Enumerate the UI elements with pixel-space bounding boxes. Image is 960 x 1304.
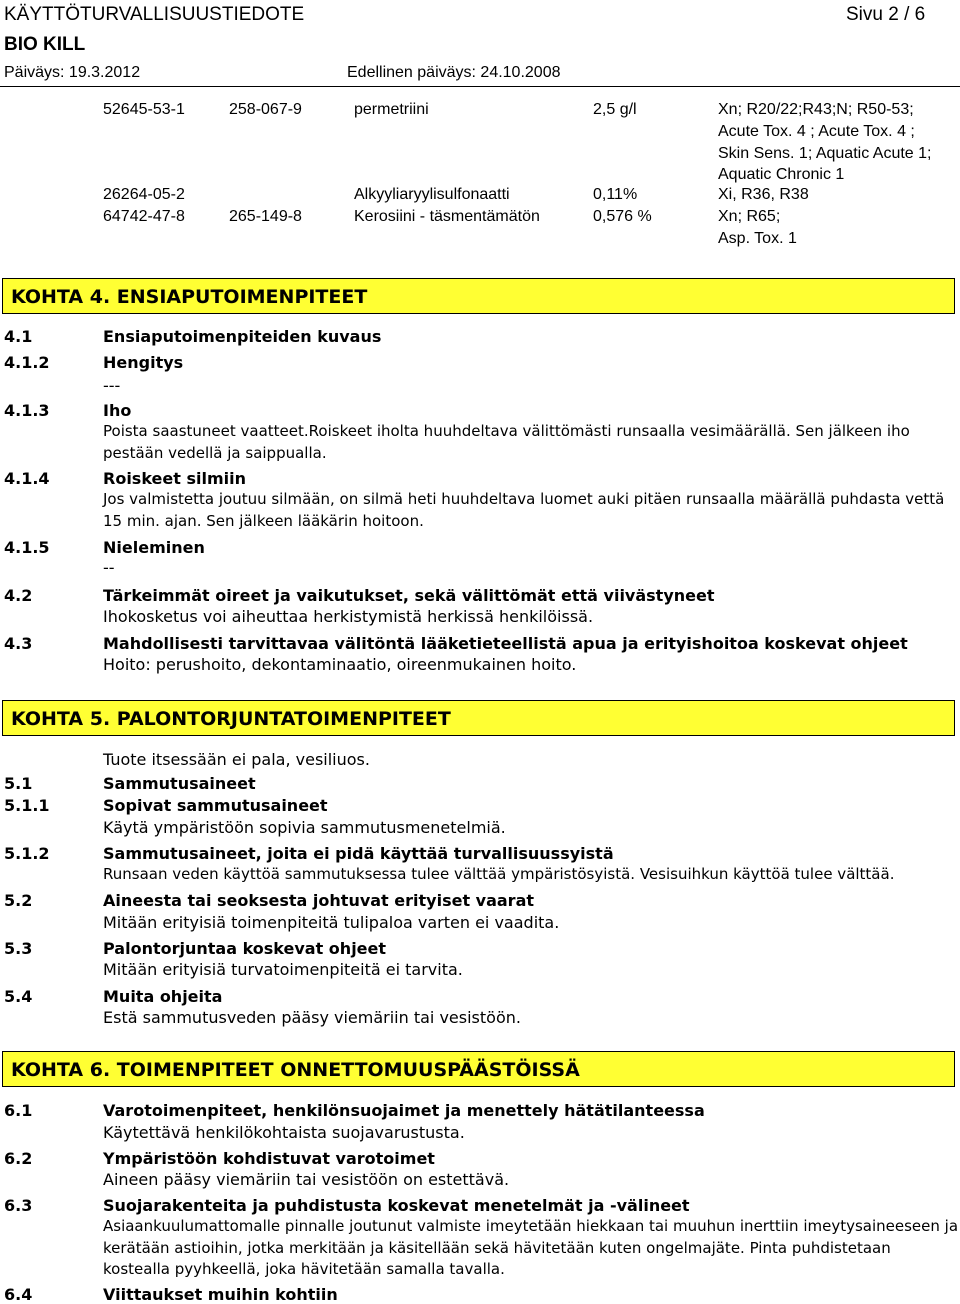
document-title: KÄYTTÖTURVALLISUUSTIEDOTE xyxy=(4,4,305,25)
page-number: Sivu 2 / 6 xyxy=(846,4,926,25)
subsection-number: 6.4 xyxy=(4,1285,33,1304)
subsection-heading: Mahdollisesti tarvittavaa välitöntä lääketieteellistä apua ja erityishoitoa koskevat ohjeet xyxy=(103,634,908,653)
subsection-text: Aineen pääsy viemäriin tai vesistöön on estettävä. xyxy=(103,1170,510,1189)
subsection-number: 5.3 xyxy=(4,939,33,958)
classification-line: Skin Sens. 1; Aquatic Acute 1; xyxy=(718,145,932,162)
ec-number: 265-149-8 xyxy=(229,208,302,225)
subsection-heading: Tärkeimmät oireet ja vaikutukset, sekä välittömät että viivästyneet xyxy=(103,586,715,605)
cas-number: 52645-53-1 xyxy=(103,101,185,118)
header-divider xyxy=(0,86,960,87)
subsection-heading: Roiskeet silmiin xyxy=(103,469,246,488)
subsection-number: 4.2 xyxy=(4,586,33,605)
section-6-title: KOHTA 6. TOIMENPITEET ONNETTOMUUSPÄÄSTÖISSÄ xyxy=(11,1059,580,1081)
subsection-text: Käytettävä henkilökohtaista suojavarustusta. xyxy=(103,1123,465,1142)
subsection-heading: Suojarakenteita ja puhdistusta koskevat menetelmät ja -välineet xyxy=(103,1196,690,1215)
subsection-number: 5.1 xyxy=(4,774,33,793)
ingredient-name: permetriini xyxy=(354,101,429,118)
subsection-text: Ihokosketus voi aiheuttaa herkistymistä herkissä henkilöissä. xyxy=(103,607,594,626)
ingredient-name: Kerosiini - täsmentämätön xyxy=(354,208,540,225)
subsection-text: Mitään erityisiä turvatoimenpiteitä ei tarvita. xyxy=(103,960,463,979)
subsection-text: pestään vedellä ja saippualla. xyxy=(103,444,327,462)
classification-line: Acute Tox. 4 ; Acute Tox. 4 ; xyxy=(718,123,915,140)
subsection-number: 4.1 xyxy=(4,327,33,346)
concentration: 0,576 % xyxy=(593,208,652,225)
classification-line: Aquatic Chronic 1 xyxy=(718,166,845,183)
previous-issue-date: Edellinen päiväys: 24.10.2008 xyxy=(347,64,561,81)
subsection-text: Jos valmistetta joutuu silmään, on silmä heti huuhdeltava luomet auki pitäen runsaalla määrällä puhdasta vettä xyxy=(103,490,945,508)
classification-line: Asp. Tox. 1 xyxy=(718,230,797,247)
subsection-number: 6.3 xyxy=(4,1196,33,1215)
subsection-heading: Hengitys xyxy=(103,353,184,372)
subsection-heading: Ensiaputoimenpiteiden kuvaus xyxy=(103,327,382,346)
subsection-heading: Muita ohjeita xyxy=(103,987,223,1006)
section-4-banner xyxy=(2,278,955,314)
subsection-text: Hoito: perushoito, dekontaminaatio, oireenmukainen hoito. xyxy=(103,655,577,674)
subsection-number: 6.1 xyxy=(4,1101,33,1120)
section-6-banner xyxy=(2,1051,955,1087)
subsection-heading: Iho xyxy=(103,401,132,420)
section-4-title: KOHTA 4. ENSIAPUTOIMENPITEET xyxy=(11,286,368,308)
subsection-text: --- xyxy=(103,376,121,395)
ec-number: 258-067-9 xyxy=(229,101,302,118)
cas-number: 26264-05-2 xyxy=(103,186,185,203)
issue-date: Päiväys: 19.3.2012 xyxy=(4,64,141,81)
subsection-number: 4.1.4 xyxy=(4,469,50,488)
subsection-text: Poista saastuneet vaatteet.Roiskeet iholta huuhdeltava välittömästi runsaalla vesimäärällä. Sen jälkeen iho xyxy=(103,422,910,440)
classification-line: Xi, R36, R38 xyxy=(718,186,809,203)
section-intro-text: Tuote itsessään ei pala, vesiliuos. xyxy=(103,750,370,769)
subsection-number: 5.4 xyxy=(4,987,33,1006)
classification-line: Xn; R65; xyxy=(718,208,781,225)
product-name: BIO KILL xyxy=(4,34,86,55)
section-5-banner xyxy=(2,700,955,736)
subsection-number: 4.1.2 xyxy=(4,353,50,372)
subsection-text: Mitään erityisiä toimenpiteitä tulipaloa varten ei vaadita. xyxy=(103,913,560,932)
subsection-heading: Nieleminen xyxy=(103,538,205,557)
subsection-heading: Aineesta tai seoksesta johtuvat erityiset vaarat xyxy=(103,891,535,910)
section-5-title: KOHTA 5. PALONTORJUNTATOIMENPITEET xyxy=(11,708,451,730)
subsection-text: kerätään astioihin, jotka merkitään ja käsitellään sekä hävitetään kuten ongelmajäte. Pinta puhdistetaan xyxy=(103,1239,891,1257)
classification-line: Xn; R20/22;R43;N; R50-53; xyxy=(718,101,914,118)
subsection-heading: Sammutusaineet xyxy=(103,774,256,793)
subsection-text: -- xyxy=(103,558,115,577)
subsection-number: 4.1.3 xyxy=(4,401,50,420)
subsection-heading: Palontorjuntaa koskevat ohjeet xyxy=(103,939,387,958)
subsection-heading: Ympäristöön kohdistuvat varotoimet xyxy=(103,1149,435,1168)
subsection-text: Estä sammutusveden pääsy viemäriin tai vesistöön. xyxy=(103,1008,521,1027)
subsection-text: Runsaan veden käyttöä sammutuksessa tulee välttää ympäristösyistä. Vesisuihkun käyttöä tulee välttää. xyxy=(103,865,895,883)
ingredient-name: Alkyyliaryylisulfonaatti xyxy=(354,186,510,203)
subsection-number: 4.3 xyxy=(4,634,33,653)
subsection-number: 6.2 xyxy=(4,1149,33,1168)
subsection-number: 4.1.5 xyxy=(4,538,50,557)
subsection-text: Asiaankuulumattomalle pinnalle joutunut valmiste imeytetään hiekkaan tai muuhun inerttiin imeytysaineeseen ja xyxy=(103,1217,959,1235)
subsection-number: 5.1.2 xyxy=(4,844,50,863)
subsection-text: Käytä ympäristöön sopivia sammutusmenetelmiä. xyxy=(103,818,506,837)
subsection-text: 15 min. ajan. Sen jälkeen lääkärin hoitoon. xyxy=(103,512,424,530)
subsection-heading: Sammutusaineet, joita ei pidä käyttää turvallisuussyistä xyxy=(103,844,614,863)
subsection-heading: Sopivat sammutusaineet xyxy=(103,796,328,815)
concentration: 0,11% xyxy=(593,186,638,203)
subsection-number: 5.1.1 xyxy=(4,796,50,815)
cas-number: 64742-47-8 xyxy=(103,208,185,225)
subsection-heading: Varotoimenpiteet, henkilönsuojaimet ja menettely hätätilanteessa xyxy=(103,1101,705,1120)
subsection-number: 5.2 xyxy=(4,891,33,910)
concentration: 2,5 g/l xyxy=(593,101,637,118)
subsection-text: kostealla pyyhkeellä, joka hävitetään samalla tavalla. xyxy=(103,1260,505,1278)
subsection-heading: Viittaukset muihin kohtiin xyxy=(103,1285,338,1304)
